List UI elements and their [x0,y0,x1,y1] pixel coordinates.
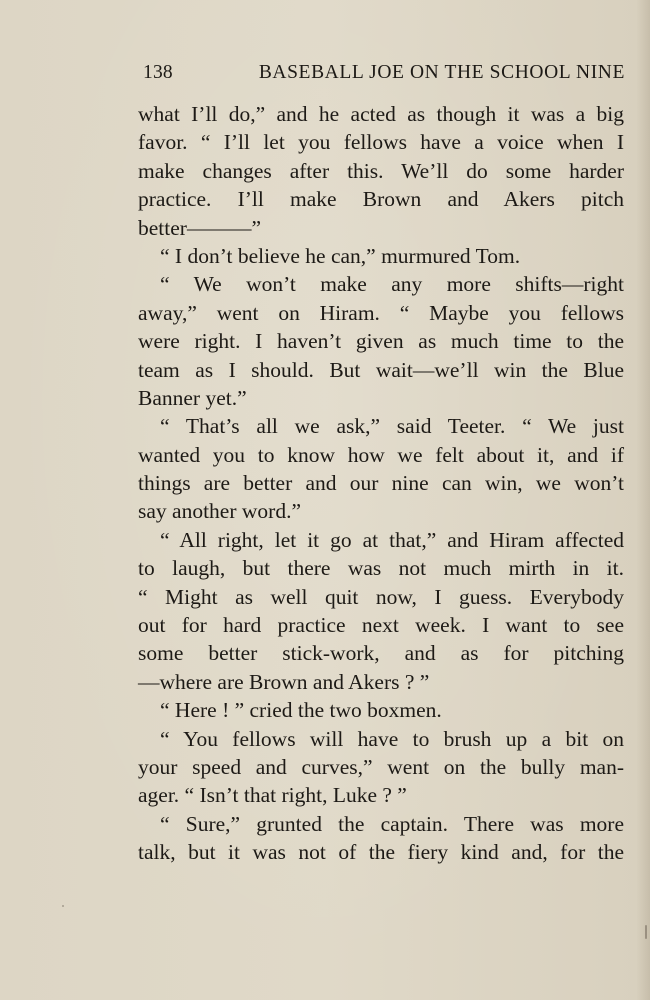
text-line: Banner yet.” [138,385,247,410]
text-line: better———” [138,215,261,240]
body-text [138,100,624,867]
text-line: “ That’s all we ask,” said Teeter. “ We just [160,414,624,439]
text-line: say another word.” [138,499,301,524]
text-line: away,” went on Hiram. “ Maybe you fellows [138,300,624,325]
text-line: “ I don’t believe he can,” murmured Tom. [160,243,521,268]
text-line: out for hard practice next week. I want to see [138,613,624,638]
text-line: ager. “ Isn’t that right, Luke ? ” [138,783,407,808]
text-line: practice. I’ll make Brown and Akers pitch [138,187,624,212]
text-line: things are better and our nine can win, we won’t [138,471,624,496]
text-line: “ Sure,” grunted the captain. There was more [160,811,624,836]
text-line: your speed and curves,” went on the bully man- [138,754,624,779]
text-line: team as I should. But wait—we’ll win the Blue [138,357,624,382]
text-line: —where are Brown and Akers ? ” [138,669,430,694]
text-line: “ Might as well quit now, I guess. Everybody [138,584,624,609]
text-line: some better stick-work, and as for pitching [138,641,624,666]
text-line: what I’ll do,” and he acted as though it was a big [138,102,624,126]
text-line: “ We won’t make any more shifts—right [160,272,624,297]
running-title: BASEBALL JOE ON THE SCHOOL NINE [258,62,625,83]
text-line: “ All right, let it go at that,” and Hiram affected [160,527,624,552]
paper-speck [62,905,64,907]
text-line: “ Here ! ” cried the two boxmen. [160,698,442,723]
text-line: to laugh, but there was not much mirth in it. [138,556,624,581]
text-line: talk, but it was not of the fiery kind and, for the [138,840,624,865]
text-line: “ You fellows will have to brush up a bit on [160,726,624,751]
text-line: make changes after this. We’ll do some harder [138,158,624,183]
page-number: 138 [143,62,173,83]
page-edge-shadow [636,0,650,1000]
text-line: were right. I haven’t given as much time to the [138,329,624,354]
paper-speck [645,925,647,939]
text-line: wanted you to know how we felt about it, and if [138,442,624,467]
running-header [143,62,625,84]
text-line: favor. “ I’ll let you fellows have a voice when I [138,130,624,155]
